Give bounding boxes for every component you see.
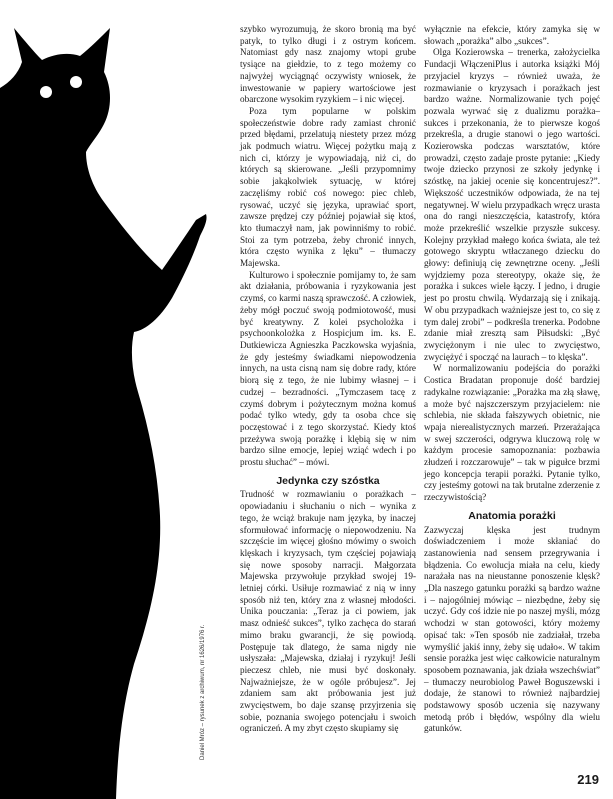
- section-heading: Anatomia porażki: [468, 509, 556, 522]
- paragraph: Olga Kozierowska – trenerka, założycielka Fundacji WłączeniPlus i autorka książki Mój przyjaciel kryzys – również uważa, że rozmawianie o kryzysach i porażkach jest bardzo ważne. Normalizowanie tych pojęć pozwala wyrwać się z dualizmu porażka–sukces i przekonania, że to pierwsze kogoś przekreśla, a drugie stanowi o jego wartości. Kozierowska podczas warsztatów, które prowadzi, często zadaje proste pytanie: „Kiedy twoje dziecko przynosi ze szkoły jedynkę i szóstkę, na jakiej ocenie się koncentrujesz?”. Większość uczestników odpowiada, że na tej negatywnej. W wielu przypadkach wręcz urasta ona do rangi nieszczęścia, katastrofy, która może przekreślić wszelkie przyszłe sukcesy. Kolejny przykład małego końca świata, ale też gotowego skryptu wtłaczanego dziecku do głowy: definiują cię zewnętrzne oceny. „Jeśli wyjdziemy poza stereotypy, okaże się, że porażka i sukces wiele łączy. I jedno, i drugie jest po prostu chwilą. Wydarzają się i znikają. W obu przypadkach ważniejsze jest to, co się z tym dalej zrobi” – podkreśla trenerka. Podobne zdanie miał zresztą sam Piłsudski: „Być zwyciężonym i nie ulec to zwycięstwo, zwyciężyć i spocząć na laurach – to klęska”.: [424, 47, 600, 362]
- page-number: 219: [577, 772, 599, 787]
- text-column-1: [240, 24, 416, 735]
- paragraph: szybko wyrozumują, że skoro bronią ma być patyk, to tylko długi i z ostrym końcem. Natomiast gdy nasz znajomy wtopi grube tysiące na giełdzie, to z tego możemy co najwyżej wyciągnąć oczywisty wniosek, że inwestowanie w papiery wartościowe jest obarczone wysokim ryzykiem – i nic więcej.: [240, 24, 416, 105]
- paragraph: wyłącznie na efekcie, który zamyka się w słowach „porażka” albo „sukces”.: [424, 24, 600, 46]
- text-column-2: [424, 24, 600, 735]
- illustration-credit: Daniel Mróz – rysunek z archiwum, nr 1626/1976 r.: [200, 624, 206, 760]
- paragraph: Kulturowo i społecznie pomijamy to, że sam akt działania, próbowania i ryzykowania jest czymś, co karmi naszą sprawczość. A człowiek, żeby mógł poczuć swoją podmiotowość, musi być kreatywny. Z kolei psycholożka i psychoonkolożka z Hospicjum im. ks. E. Dutkiewicza Agnieszka Paczkowska wyjaśnia, że gdy jesteśmy świadkami niepowodzenia innych, na usta cisną nam się dobre rady, które biorą się z tego, że nie lubimy własnej – i cudzej – bezradności. „Tymczasem tacę z czymś dobrym i pożytecznym można komuś podać tylko wtedy, gdy ta osoba chce się poczęstować i z tego skorzystać. Kiedy ktoś przeżywa swoją porażkę i klębią się w nim bardzo silne emocje, lepiej wziąć wdech i po prostu słuchać” – mówi.: [240, 269, 416, 468]
- left-eye-icon: [40, 86, 52, 98]
- paragraph: Trudność w rozmawianiu o porażkach – opowiadaniu i słuchaniu o nich – wynika z tego, że wciąż brakuje nam języka, by inaczej sformułować informację o niepowodzeniu. Na szczęście im więcej głośno mówimy o swoich klęskach i kryzysach, tym częściej pojawiają się nowe sposoby narracji. Małgorzata Majewska przywołuje przykład swojej 19-letniej córki. Usiłuje rozmawiać z nią w inny sposób niż ten, który zna z własnej młodości. Unika pouczania: „Teraz ja ci powiem, jak masz odnieść sukces”, tylko zachęca do starań mimo braku gwarancji, że się powiodą. Postępuje tak dlatego, że sama nigdy nie usłyszała: „Majewska, działaj i ryzykuj! Jeśli pieczesz chleb, nie musi być doskonały. Najważniejsze, że w ogóle próbujesz”. Jej zdaniem sam akt próbowania jest już zwycięstwem, bo daje szansę przyjrzenia się sobie, poznania swojego potencjału i swoich ograniczeń. A my zbyt często skupiamy się: [240, 489, 416, 734]
- paragraph: Poza tym popularne w polskim społeczeństwie dobre rady zamiast chronić przed błędami, przelatują niestety przez mózg jak podmuch wiatru. Więcej pożytku mają z nich ci, którzy je wypowiadają, niż ci, do których są skierowane. „Jeśli przypomnimy sobie jakąkolwiek sytuację, w której zaczęliśmy robić coś nowego: piec chleb, rysować, uczyć się języka, uprawiać sport, zawsze prędzej czy później pojawiał się ktoś, kto tłumaczył nam, jak powinniśmy to robić. Stoi za tym potrzeba, żeby chronić innych, która często wynika z lęku” – tłumaczy Majewska.: [240, 105, 416, 269]
- paragraph: W normalizowaniu podejścia do porażki Costica Bradatan proponuje dość bardziej radykalne rozwiązanie: „Porażka ma złą sławę, a może być najszczerszym przyjacielem: nie schlebia, nie składa fałszywych obietnic, nie wpaja nierealistycznych marzeń. Przerażająca w swej szczerości, odgrywa kluczową rolę w każdym procesie samopoznania: pozbawia złudzeń i rozczarowuje” – tak w pigułce brzmi jego koncepcja terapii porażki. Pytanie tylko, czy jesteśmy gotowi na tak brutalne zderzenie z rzeczywistością?: [424, 363, 600, 503]
- section-heading: Jedynka czy szóstka: [276, 474, 380, 487]
- right-eye-icon: [70, 76, 82, 88]
- paragraph: Zazwyczaj klęska jest trudnym doświadczeniem i może skłaniać do zastanowienia nad sensem przegrywania i błądzenia. Co ewolucja miała na celu, kiedy narażała nas na nieustanne ponoszenie klęsk? „Dla naszego gatunku porażki są bardzo ważne i – najogólniej mówiąc – niezbędne, żeby się uczyć. Gdy coś idzie nie po naszej myśli, mózg wchodzi w stan gotowości, który możemy opisać tak: »Ten sposób nie zadziałał, trzeba wymyślić jakiś inny, żeby się udało«. W takim sensie porażka jest więc całkowicie naturalnym sposobem poznawania, jak działa wszechświat” – tłumaczy neurobiolog Paweł Boguszewski i dodaje, że stanowi to również najbardziej podstawowy sposób uczenia się nazywany metodą prób i błędów, wspólny dla wielu gatunków.: [424, 524, 600, 734]
